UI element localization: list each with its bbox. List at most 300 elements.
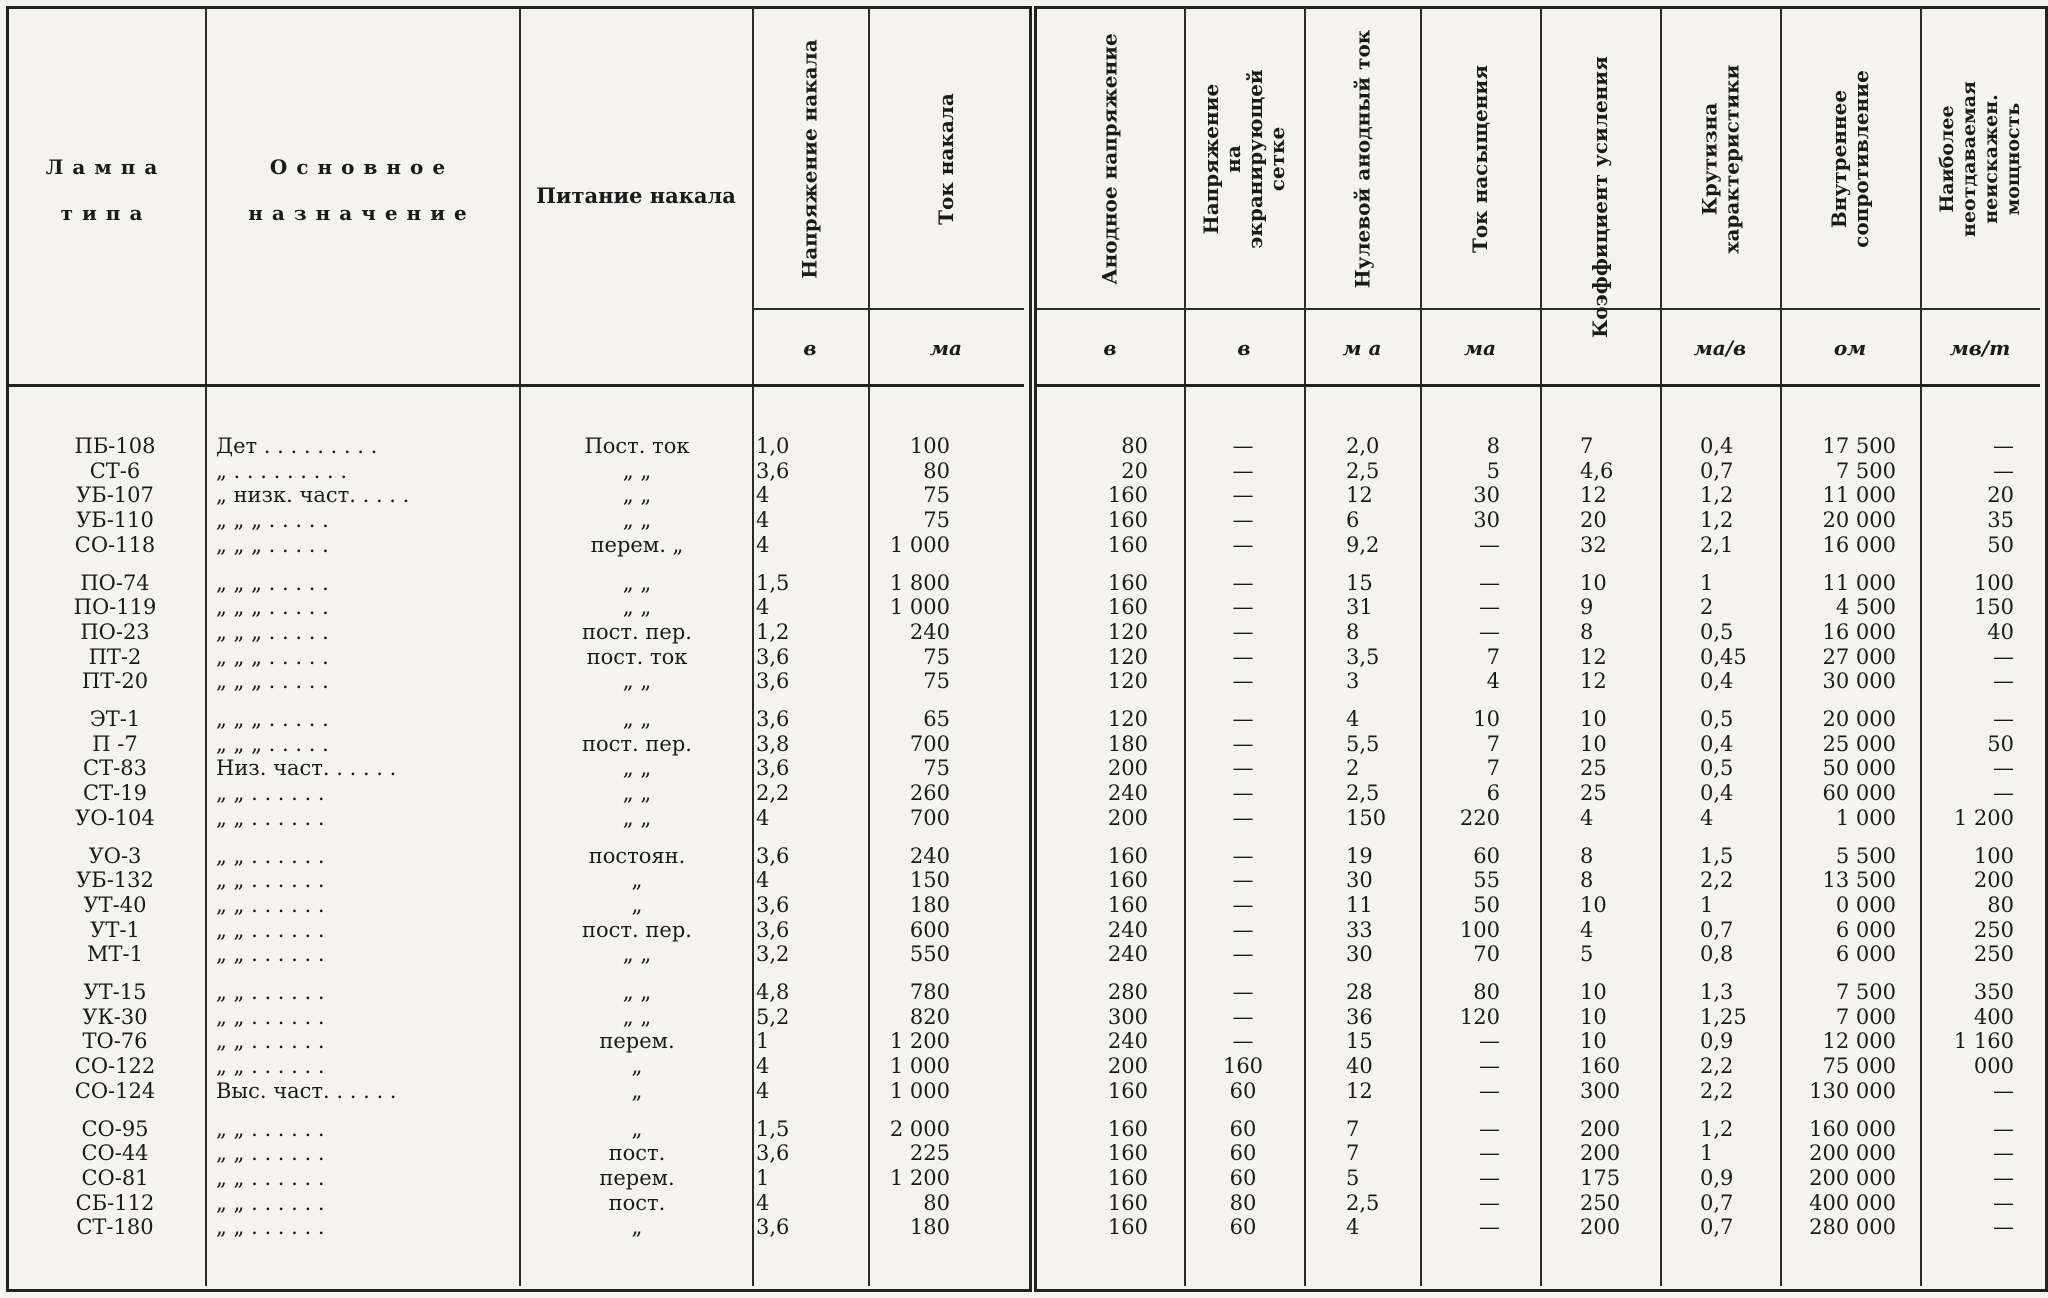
lamp-type-cell: СТ-180: [76, 1215, 154, 1240]
screen-voltage-cell: —: [1232, 644, 1254, 669]
filament-current-cell: 75: [923, 483, 950, 508]
purpose-cell: Выс. част. . . . . .: [216, 1078, 397, 1103]
slope-cell: 0,4: [1700, 669, 1734, 694]
max-power-cell: —: [1993, 707, 2014, 731]
internal-resistance-cell: 4 500: [1835, 595, 1896, 620]
anode-voltage-cell: 160: [1107, 508, 1148, 533]
filament-current-cell: 225: [909, 1141, 950, 1166]
anode-voltage-cell: 160: [1107, 1165, 1148, 1190]
max-power-cell: 35: [1987, 508, 2014, 533]
filament-voltage-cell: 3,6: [756, 917, 790, 942]
purpose-cell: „ „ „ . . . . .: [216, 669, 329, 694]
internal-resistance-cell: 17 500: [1822, 434, 1896, 458]
lamp-type-cell: ПТ-2: [88, 644, 142, 669]
saturation-current-cell: —: [1479, 1190, 1500, 1215]
purpose-cell: „ „ . . . . . .: [216, 843, 325, 868]
lamp-type-cell: ПО-119: [73, 595, 157, 620]
internal-resistance-cell: 12 000: [1822, 1029, 1896, 1054]
lamp-type-cell: СО-95: [81, 1116, 149, 1141]
max-power-cell: 50: [1987, 532, 2014, 557]
lamp-type-cell: УБ-110: [76, 508, 154, 533]
filament-voltage-cell: 3,6: [756, 756, 790, 781]
purpose-cell: „ „ „ . . . . .: [216, 644, 329, 669]
saturation-current-cell: 30: [1473, 483, 1500, 508]
gain-cell: 8: [1580, 619, 1594, 644]
purpose-cell: „ „ . . . . . .: [216, 1054, 325, 1079]
internal-resistance-cell: 7 000: [1835, 1004, 1896, 1029]
filament-current-cell: 240: [909, 619, 950, 644]
anode-voltage-cell: 160: [1107, 1141, 1148, 1166]
zero-anode-current-cell: 15: [1346, 570, 1373, 595]
max-power-cell: —: [1993, 781, 2014, 806]
gain-cell: 12: [1580, 483, 1607, 508]
zero-anode-current-cell: 7: [1346, 1116, 1360, 1141]
internal-resistance-cell: 160 000: [1809, 1116, 1896, 1141]
filament-supply-cell: постоян.: [588, 843, 686, 868]
slope-cell: 2,2: [1700, 868, 1734, 893]
filament-supply-cell: „: [631, 1116, 643, 1141]
lamp-type-cell: ЭТ-1: [89, 707, 141, 731]
filament-voltage-cell: 3,6: [756, 458, 790, 483]
screen-voltage-cell: —: [1232, 669, 1254, 694]
max-power-cell: 1 200: [1953, 805, 2014, 830]
gain-cell: 10: [1580, 1004, 1607, 1029]
header-bottom-rule: [8, 384, 1024, 387]
slope-cell: 0,9: [1700, 1029, 1734, 1054]
filament-supply-cell: „ „: [622, 570, 652, 595]
filament-current-cell: 700: [909, 731, 950, 756]
screen-voltage-cell: —: [1232, 892, 1254, 917]
filament-voltage-cell: 3,6: [756, 892, 790, 917]
filament-current-cell: 100: [909, 434, 950, 458]
saturation-current-cell: 5: [1486, 458, 1500, 483]
saturation-current-cell: —: [1479, 619, 1500, 644]
saturation-current-cell: 30: [1473, 508, 1500, 533]
max-power-cell: 150: [1973, 595, 2014, 620]
zero-anode-current-cell: 36: [1346, 1004, 1373, 1029]
filament-voltage-cell: 3,6: [756, 1215, 790, 1240]
internal-resistance-cell: 11 000: [1822, 570, 1896, 595]
slope-cell: 2: [1700, 595, 1714, 620]
saturation-current-cell: 80: [1473, 980, 1500, 1004]
max-power-cell: 1 160: [1953, 1029, 2014, 1054]
saturation-current-cell: —: [1479, 1165, 1500, 1190]
anode-voltage-cell: 160: [1107, 570, 1148, 595]
slope-cell: 2,1: [1700, 532, 1734, 557]
slope-cell: 0,4: [1700, 781, 1734, 806]
gain-cell: 10: [1580, 892, 1607, 917]
max-power-cell: 40: [1987, 619, 2014, 644]
filament-supply-cell: „ „: [622, 756, 652, 781]
gain-cell: 250: [1580, 1190, 1621, 1215]
filament-current-cell: 700: [909, 805, 950, 830]
internal-resistance-cell: 20 000: [1822, 707, 1896, 731]
filament-current-cell: 1 000: [889, 532, 950, 557]
max-power-cell: —: [1993, 1165, 2014, 1190]
anode-voltage-cell: 160: [1107, 868, 1148, 893]
lamp-type-cell: ПБ-108: [74, 434, 156, 458]
anode-voltage-cell: 120: [1107, 644, 1148, 669]
slope-cell: 1,3: [1700, 980, 1734, 1004]
gain-cell: 175: [1580, 1165, 1621, 1190]
header-max-power: Наиболее неотдаваемая неискажен. мощность: [1936, 81, 2024, 237]
saturation-current-cell: —: [1479, 1215, 1500, 1240]
saturation-current-cell: 4: [1486, 669, 1500, 694]
anode-voltage-cell: 200: [1107, 1054, 1148, 1079]
zero-anode-current-cell: 4: [1346, 1215, 1360, 1240]
screen-voltage-cell: —: [1232, 868, 1254, 893]
filament-supply-cell: „ „: [622, 669, 652, 694]
anode-voltage-cell: 240: [1107, 942, 1148, 967]
max-power-cell: —: [1993, 1141, 2014, 1166]
zero-anode-current-cell: 5,5: [1346, 731, 1380, 756]
gain-cell: 200: [1580, 1141, 1621, 1166]
header-anode-voltage: Анодное напряжение: [1098, 33, 1123, 285]
gain-cell: 10: [1580, 707, 1607, 731]
filament-supply-cell: „ „: [622, 707, 652, 731]
slope-cell: 0,4: [1700, 731, 1734, 756]
screen-voltage-cell: 60: [1229, 1078, 1257, 1103]
max-power-cell: —: [1993, 1116, 2014, 1141]
gain-cell: 12: [1580, 644, 1607, 669]
filament-voltage-cell: 4: [756, 595, 770, 620]
saturation-current-cell: —: [1479, 1054, 1500, 1079]
filament-voltage-cell: 2,2: [756, 781, 790, 806]
lamp-type-cell: ТО-76: [82, 1029, 148, 1054]
filament-voltage-cell: 1,5: [756, 570, 790, 595]
zero-anode-current-cell: 9,2: [1346, 532, 1380, 557]
purpose-cell: „ „ . . . . . .: [216, 1215, 325, 1240]
saturation-current-cell: —: [1479, 1029, 1500, 1054]
max-power-cell: 200: [1973, 868, 2014, 893]
max-power-cell: 400: [1973, 1004, 2014, 1029]
anode-voltage-cell: 160: [1107, 1190, 1148, 1215]
slope-cell: 1,5: [1700, 843, 1734, 868]
screen-voltage-cell: 60: [1229, 1116, 1257, 1141]
anode-voltage-cell: 160: [1107, 892, 1148, 917]
anode-voltage-cell: 160: [1107, 532, 1148, 557]
saturation-current-cell: 7: [1486, 644, 1500, 669]
header-bottom-rule: [1037, 384, 2040, 387]
slope-cell: 0,5: [1700, 756, 1734, 781]
header-lamp: Лампа типа: [45, 155, 167, 225]
lamp-type-cell: ПО-74: [80, 570, 150, 595]
lamp-type-cell: П -7: [92, 731, 138, 756]
gain-cell: 9: [1580, 595, 1594, 620]
filament-current-cell: 180: [909, 1215, 950, 1240]
max-power-cell: 250: [1973, 942, 2014, 967]
screen-voltage-cell: —: [1232, 619, 1254, 644]
anode-voltage-cell: 160: [1107, 1078, 1148, 1103]
filament-supply-cell: „: [631, 1215, 643, 1240]
filament-voltage-cell: 4: [756, 1078, 770, 1103]
slope-cell: 2,2: [1700, 1054, 1734, 1079]
anode-voltage-cell: 120: [1107, 669, 1148, 694]
slope-cell: 2,2: [1700, 1078, 1734, 1103]
screen-voltage-cell: —: [1232, 781, 1254, 806]
filament-supply-cell: перем. „: [590, 532, 684, 557]
saturation-current-cell: 8: [1486, 434, 1500, 458]
lamp-type-cell: УТ-40: [83, 892, 147, 917]
gain-cell: 10: [1580, 570, 1607, 595]
zero-anode-current-cell: 12: [1346, 1078, 1373, 1103]
gain-cell: 8: [1580, 843, 1594, 868]
zero-anode-current-cell: 15: [1346, 1029, 1373, 1054]
lamp-type-cell: УО-3: [88, 843, 142, 868]
zero-anode-current-cell: 30: [1346, 942, 1373, 967]
internal-resistance-cell: 5 500: [1835, 843, 1896, 868]
filament-current-cell: 75: [923, 644, 950, 669]
screen-voltage-cell: —: [1232, 1029, 1254, 1054]
anode-voltage-cell: 20: [1121, 458, 1148, 483]
anode-voltage-cell: 120: [1107, 619, 1148, 644]
filament-current-cell: 75: [923, 756, 950, 781]
zero-anode-current-cell: 7: [1346, 1141, 1360, 1166]
anode-voltage-cell: 300: [1107, 1004, 1148, 1029]
max-power-cell: 100: [1973, 843, 2014, 868]
filament-current-cell: 820: [909, 1004, 950, 1029]
purpose-cell: „ „ . . . . . .: [216, 781, 325, 806]
zero-anode-current-cell: 2,0: [1346, 434, 1380, 458]
internal-resistance-cell: 50 000: [1822, 756, 1896, 781]
screen-voltage-cell: —: [1232, 805, 1254, 830]
zero-anode-current-cell: 3: [1346, 669, 1360, 694]
screen-voltage-cell: 80: [1229, 1190, 1257, 1215]
anode-voltage-cell: 160: [1107, 1215, 1148, 1240]
gain-cell: 10: [1580, 1029, 1607, 1054]
slope-cell: 1,2: [1700, 483, 1734, 508]
filament-voltage-cell: 4: [756, 1054, 770, 1079]
purpose-cell: „ „ . . . . . .: [216, 1029, 325, 1054]
anode-voltage-cell: 160: [1107, 483, 1148, 508]
max-power-cell: —: [1993, 1215, 2014, 1240]
internal-resistance-cell: 16 000: [1822, 532, 1896, 557]
filament-voltage-cell: 3,8: [756, 731, 790, 756]
filament-voltage-cell: 3,2: [756, 942, 790, 967]
filament-supply-cell: перем.: [599, 1165, 675, 1190]
purpose-cell: „ „ „ . . . . .: [216, 707, 329, 731]
lamp-type-cell: МТ-1: [87, 942, 143, 967]
filament-voltage-cell: 4,8: [756, 980, 790, 1004]
lamp-type-cell: УК-30: [82, 1004, 148, 1029]
max-power-cell: 50: [1987, 731, 2014, 756]
filament-current-cell: 1 000: [889, 1054, 950, 1079]
gain-cell: 10: [1580, 980, 1607, 1004]
gain-cell: 200: [1580, 1116, 1621, 1141]
lamp-type-cell: СТ-19: [83, 781, 147, 806]
lamp-type-cell: ПО-23: [80, 619, 150, 644]
lamp-type-cell: СТ-83: [83, 756, 147, 781]
anode-voltage-cell: 280: [1107, 980, 1148, 1004]
filament-supply-cell: пост. пер.: [582, 917, 692, 942]
filament-current-cell: 75: [923, 508, 950, 533]
header-screen-voltage: Напряжение на экранирующей сетке: [1199, 69, 1289, 249]
internal-resistance-cell: 27 000: [1822, 644, 1896, 669]
internal-resistance-cell: 6 000: [1835, 942, 1896, 967]
filament-voltage-cell: 3,6: [756, 1141, 790, 1166]
internal-resistance-cell: 1 000: [1835, 805, 1896, 830]
unit-screen-voltage: в: [1237, 336, 1251, 360]
slope-cell: 0,5: [1700, 619, 1734, 644]
anode-voltage-cell: 240: [1107, 781, 1148, 806]
internal-resistance-cell: 30 000: [1822, 669, 1896, 694]
internal-resistance-cell: 280 000: [1809, 1215, 1896, 1240]
slope-cell: 0,7: [1700, 917, 1734, 942]
zero-anode-current-cell: 40: [1346, 1054, 1373, 1079]
filament-current-cell: 1 200: [889, 1029, 950, 1054]
max-power-cell: —: [1993, 756, 2014, 781]
purpose-cell: „ „ . . . . . .: [216, 1004, 325, 1029]
filament-current-cell: 2 000: [889, 1116, 950, 1141]
internal-resistance-cell: 200 000: [1809, 1141, 1896, 1166]
saturation-current-cell: 6: [1486, 781, 1500, 806]
lamp-type-cell: УБ-132: [76, 868, 154, 893]
filament-current-cell: 1 000: [889, 1078, 950, 1103]
saturation-current-cell: 7: [1486, 756, 1500, 781]
internal-resistance-cell: 400 000: [1809, 1190, 1896, 1215]
filament-voltage-cell: 4: [756, 532, 770, 557]
unit-zero-anode-current: м а: [1342, 336, 1382, 360]
anode-voltage-cell: 80: [1121, 434, 1148, 458]
purpose-cell: „ „ „ . . . . .: [216, 619, 329, 644]
purpose-cell: „ „ . . . . . .: [216, 942, 325, 967]
filament-supply-cell: „: [631, 1078, 643, 1103]
filament-supply-cell: „ „: [622, 508, 652, 533]
gain-cell: 12: [1580, 669, 1607, 694]
screen-voltage-cell: —: [1232, 942, 1254, 967]
internal-resistance-cell: 60 000: [1822, 781, 1896, 806]
filament-supply-cell: пост.: [608, 1190, 666, 1215]
internal-resistance-cell: 7 500: [1835, 980, 1896, 1004]
saturation-current-cell: 60: [1473, 843, 1500, 868]
zero-anode-current-cell: 30: [1346, 868, 1373, 893]
screen-voltage-cell: —: [1232, 483, 1254, 508]
max-power-cell: 80: [1987, 892, 2014, 917]
filament-current-cell: 600: [909, 917, 950, 942]
max-power-cell: —: [1993, 1190, 2014, 1215]
zero-anode-current-cell: 11: [1346, 892, 1373, 917]
screen-voltage-cell: 60: [1229, 1165, 1257, 1190]
filament-current-cell: 240: [909, 843, 950, 868]
gain-cell: 8: [1580, 868, 1594, 893]
purpose-cell: „ „ „ . . . . .: [216, 595, 329, 620]
slope-cell: 1: [1700, 892, 1714, 917]
screen-voltage-cell: —: [1232, 570, 1254, 595]
filament-current-cell: 1 800: [889, 570, 950, 595]
screen-voltage-cell: —: [1232, 508, 1254, 533]
screen-voltage-cell: —: [1232, 980, 1254, 1004]
filament-supply-cell: „ „: [622, 781, 652, 806]
unit-saturation-current: ма: [1464, 336, 1496, 360]
slope-cell: 1: [1700, 1141, 1714, 1166]
anode-voltage-cell: 180: [1107, 731, 1148, 756]
max-power-cell: —: [1993, 669, 2014, 694]
purpose-cell: „ низк. част. . . . .: [216, 483, 410, 508]
filament-current-cell: 80: [923, 1190, 950, 1215]
filament-voltage-cell: 3,6: [756, 707, 790, 731]
header-saturation-current: Ток насыщения: [1468, 64, 1493, 254]
lamp-type-cell: СО-124: [74, 1078, 156, 1103]
slope-cell: 1,2: [1700, 508, 1734, 533]
screen-voltage-cell: —: [1232, 843, 1254, 868]
filament-voltage-cell: 4: [756, 508, 770, 533]
gain-cell: 25: [1580, 781, 1607, 806]
unit-slope: ма/в: [1693, 336, 1747, 360]
gain-cell: 5: [1580, 942, 1594, 967]
screen-voltage-cell: —: [1232, 707, 1254, 731]
filament-current-cell: 260: [909, 781, 950, 806]
filament-supply-cell: пост. пер.: [582, 619, 692, 644]
zero-anode-current-cell: 6: [1346, 508, 1360, 533]
purpose-cell: Низ. част. . . . . .: [216, 756, 397, 781]
lamp-type-cell: ПТ-20: [81, 669, 149, 694]
zero-anode-current-cell: 33: [1346, 917, 1373, 942]
unit-row-divider: [752, 308, 1024, 310]
unit-anode-voltage: в: [1103, 336, 1117, 360]
screen-voltage-cell: —: [1232, 458, 1254, 483]
max-power-cell: 250: [1973, 917, 2014, 942]
slope-cell: 4: [1700, 805, 1714, 830]
filament-voltage-cell: 1,0: [756, 434, 790, 458]
slope-cell: 0,5: [1700, 707, 1734, 731]
max-power-cell: 000: [1973, 1054, 2014, 1079]
saturation-current-cell: —: [1479, 1078, 1500, 1103]
max-power-cell: 100: [1973, 570, 2014, 595]
screen-voltage-cell: 60: [1229, 1215, 1257, 1240]
filament-current-cell: 780: [909, 980, 950, 1004]
zero-anode-current-cell: 2,5: [1346, 1190, 1380, 1215]
max-power-cell: 350: [1973, 980, 2014, 1004]
internal-resistance-cell: 130 000: [1809, 1078, 1896, 1103]
filament-current-cell: 75: [923, 669, 950, 694]
zero-anode-current-cell: 19: [1346, 843, 1373, 868]
saturation-current-cell: —: [1479, 1141, 1500, 1166]
anode-voltage-cell: 160: [1107, 1116, 1148, 1141]
saturation-current-cell: 70: [1473, 942, 1500, 967]
screen-voltage-cell: —: [1232, 756, 1254, 781]
screen-voltage-cell: —: [1232, 595, 1254, 620]
unit-filament-voltage: в: [803, 336, 817, 360]
filament-supply-cell: Пост. ток: [584, 434, 690, 458]
filament-current-cell: 180: [909, 892, 950, 917]
filament-voltage-cell: 3,6: [756, 644, 790, 669]
filament-voltage-cell: 4: [756, 483, 770, 508]
zero-anode-current-cell: 8: [1346, 619, 1360, 644]
filament-supply-cell: „ „: [622, 1004, 652, 1029]
filament-supply-cell: „ „: [622, 483, 652, 508]
purpose-cell: „ . . . . . . . . .: [216, 458, 348, 483]
header-internal-resistance: Внутреннее сопротивление: [1827, 70, 1873, 248]
purpose-cell: „ „ . . . . . .: [216, 917, 325, 942]
filament-supply-cell: пост.: [608, 1141, 666, 1166]
saturation-current-cell: —: [1479, 595, 1500, 620]
lamp-type-cell: УБ-107: [76, 483, 154, 508]
lamp-type-cell: СТ-6: [89, 458, 141, 483]
internal-resistance-cell: 25 000: [1822, 731, 1896, 756]
zero-anode-current-cell: 5: [1346, 1165, 1360, 1190]
lamp-type-cell: УТ-15: [83, 980, 147, 1004]
internal-resistance-cell: 16 000: [1822, 619, 1896, 644]
internal-resistance-cell: 20 000: [1822, 508, 1896, 533]
purpose-cell: „ „ . . . . . .: [216, 980, 325, 1004]
lamp-type-cell: СО-81: [81, 1165, 149, 1190]
filament-supply-cell: пост. пер.: [582, 731, 692, 756]
lamp-type-cell: УТ-1: [90, 917, 140, 942]
purpose-cell: „ „ . . . . . .: [216, 805, 325, 830]
gain-cell: 200: [1580, 1215, 1621, 1240]
slope-cell: 0,7: [1700, 1215, 1734, 1240]
internal-resistance-cell: 13 500: [1822, 868, 1896, 893]
